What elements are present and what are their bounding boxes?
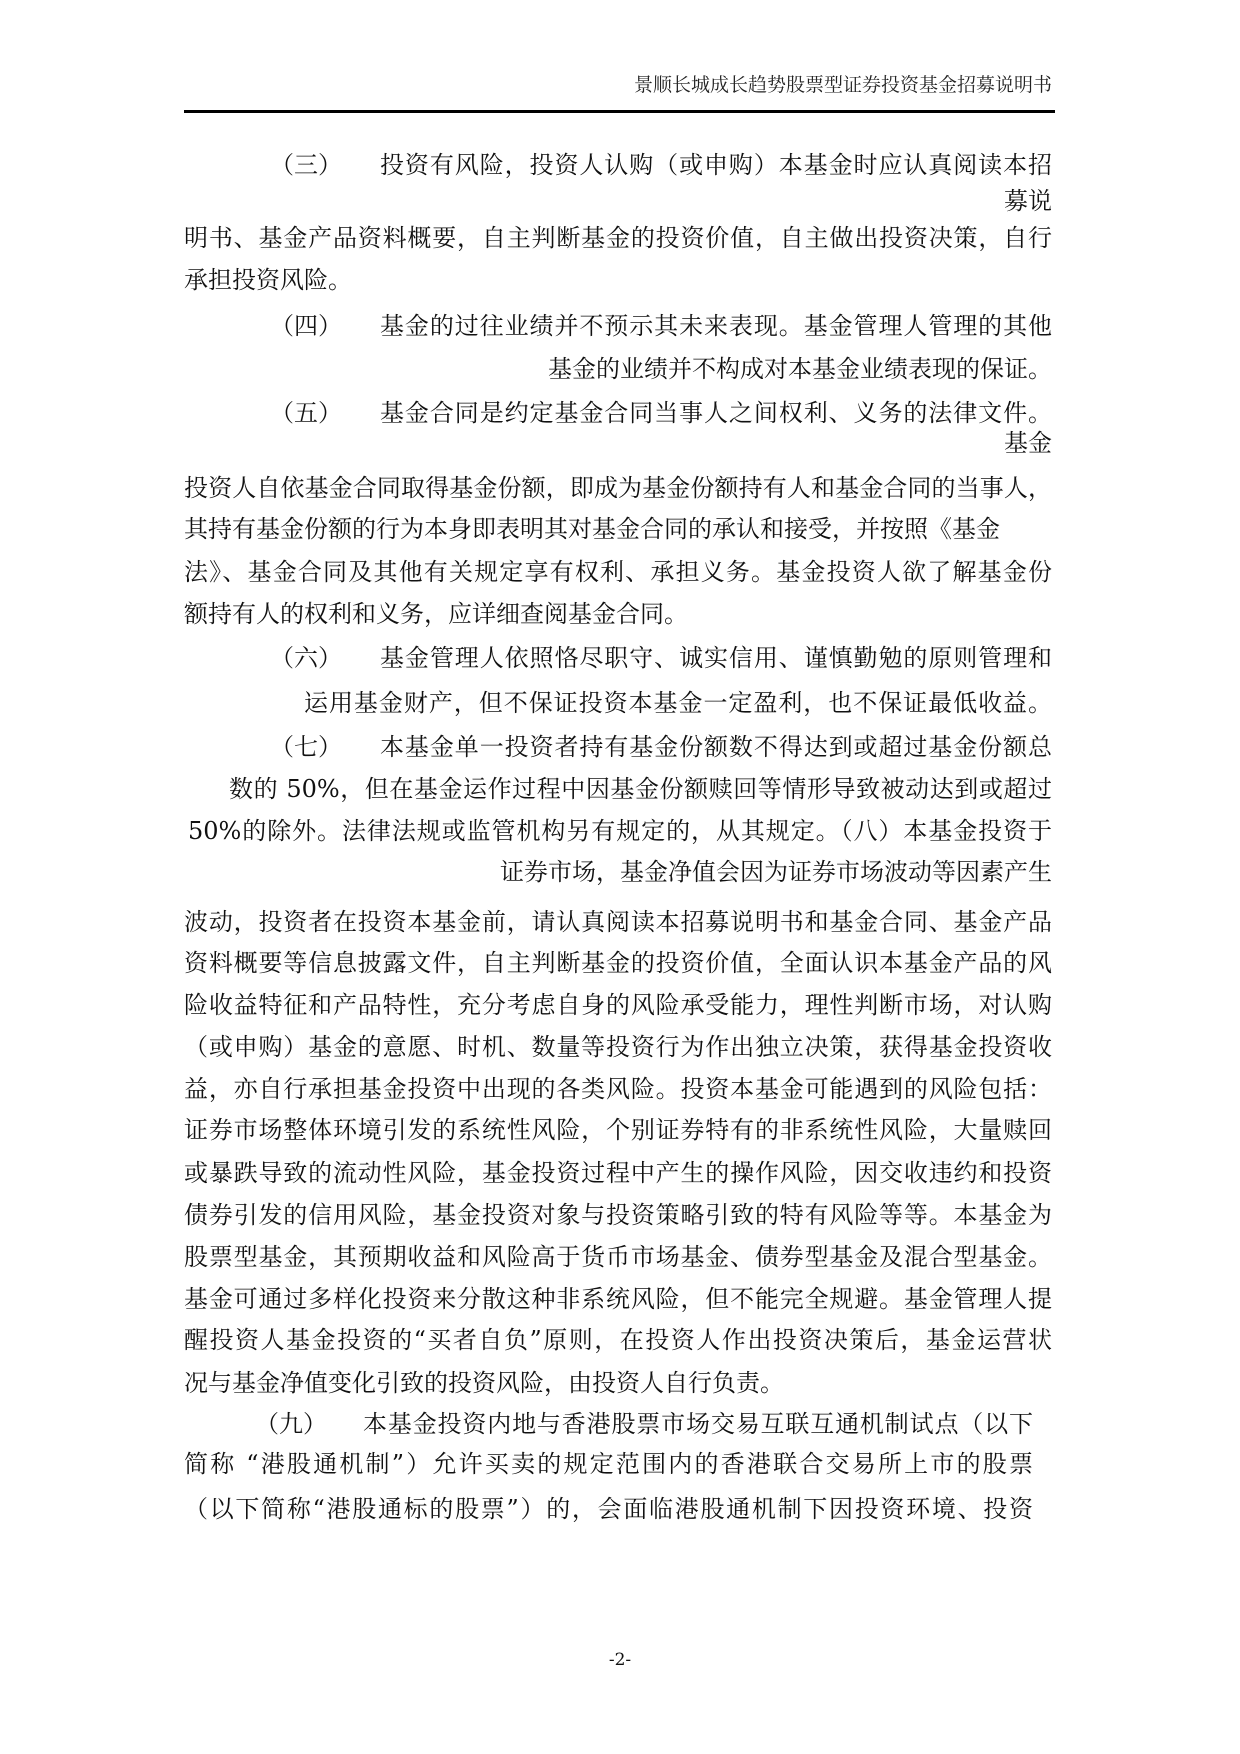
item-marker-5: （五）: [270, 399, 342, 427]
page-number: -2-: [608, 1650, 632, 1670]
text-line: （以下简称“港股通标的股票”）的，会面临港股通机制下因投资环境、投资: [184, 1495, 1033, 1523]
text-line: 基金管理人依照恪尽职守、诚实信用、谨慎勤勉的原则管理和: [380, 644, 1052, 672]
text-line: 明书、基金产品资料概要，自主判断基金的投资价值，自主做出投资决策，自行: [184, 224, 1052, 252]
text-line: 波动，投资者在投资本基金前，请认真阅读本招募说明书和基金合同、基金产品: [184, 908, 1052, 936]
item-marker-4: （四）: [270, 312, 342, 340]
text-line: 数的 50%，但在基金运作过程中因基金份额赎回等情形导致被动达到或超过: [229, 775, 1052, 803]
text-line: 简称 “港股通机制”）允许买卖的规定范围内的香港联合交易所上市的股票: [184, 1450, 1033, 1478]
text-line: 50%的除外。法律法规或监管机构另有规定的，从其规定。（八）本基金投资于: [188, 817, 1052, 845]
text-line: 况与基金净值变化引致的投资风险，由投资人自行负责。: [184, 1369, 784, 1397]
text-line: 或暴跌导致的流动性风险，基金投资过程中产生的操作风险，因交收违约和投资: [184, 1159, 1052, 1187]
running-header: 景顺长城成长趋势股票型证券投资基金招募说明书: [633, 74, 1052, 96]
text-line: 证券市场整体环境引发的系统性风险，个别证券特有的非系统性风险，大量赎回: [184, 1116, 1052, 1144]
item-marker-3: （三）: [270, 151, 342, 179]
text-line: 本基金投资内地与香港股票市场交易互联互通机制试点（以下: [363, 1410, 1033, 1438]
text-line: 额持有人的权利和义务，应详细查阅基金合同。: [184, 600, 688, 628]
text-line: 基金可通过多样化投资来分散这种非系统风险，但不能完全规避。基金管理人提: [184, 1285, 1052, 1313]
text-line: 承担投资风险。: [184, 266, 352, 294]
text-line: （或申购）基金的意愿、时机、数量等投资行为作出独立决策，获得基金投资收: [184, 1033, 1052, 1061]
text-line: 投资有风险，投资人认购（或申购）本基金时应认真阅读本招: [380, 151, 1052, 179]
text-line: 其持有基金份额的行为本身即表明其对基金合同的承认和接受，并按照《基金: [184, 515, 1000, 543]
header-rule: [184, 110, 1055, 113]
text-line: 债券引发的信用风险，基金投资对象与投资策略引致的特有风险等等。本基金为: [184, 1201, 1052, 1229]
text-line: 资料概要等信息披露文件，自主判断基金的投资价值，全面认识本基金产品的风: [184, 949, 1052, 977]
item-marker-7: （七）: [270, 733, 342, 761]
text-line: 运用基金财产，但不保证投资本基金一定盈利，也不保证最低收益。: [304, 689, 1052, 717]
text-line: 基金的业绩并不构成对本基金业绩表现的保证。: [548, 355, 1052, 383]
text-line: 投资人自依基金合同取得基金份额，即成为基金份额持有人和基金合同的当事人，: [184, 474, 1052, 502]
text-line: 基金的过往业绩并不预示其未来表现。基金管理人管理的其他: [380, 312, 1052, 340]
text-line: 险收益特征和产品特性，充分考虑自身的风险承受能力，理性判断市场，对认购: [184, 991, 1052, 1019]
item-marker-9: （九）: [255, 1410, 327, 1438]
text-line: 法》、基金合同及其他有关规定享有权利、承担义务。基金投资人欲了解基金份: [184, 558, 1052, 586]
text-line: 股票型基金，其预期收益和风险高于货币市场基金、债券型基金及混合型基金。: [184, 1243, 1052, 1271]
text-line: 证券市场，基金净值会因为证券市场波动等因素产生: [500, 858, 1052, 886]
text-line: 本基金单一投资者持有基金份额数不得达到或超过基金份额总: [380, 733, 1052, 761]
text-line: 益，亦自行承担基金投资中出现的各类风险。投资本基金可能遇到的风险包括：: [184, 1075, 1052, 1103]
text-line: 募说: [1004, 187, 1052, 215]
text-line: 基金: [1004, 429, 1052, 457]
text-line: 基金合同是约定基金合同当事人之间权利、义务的法律文件。: [380, 399, 1052, 427]
item-marker-6: （六）: [270, 644, 342, 672]
text-line: 醒投资人基金投资的“买者自负”原则，在投资人作出投资决策后，基金运营状: [184, 1326, 1052, 1354]
